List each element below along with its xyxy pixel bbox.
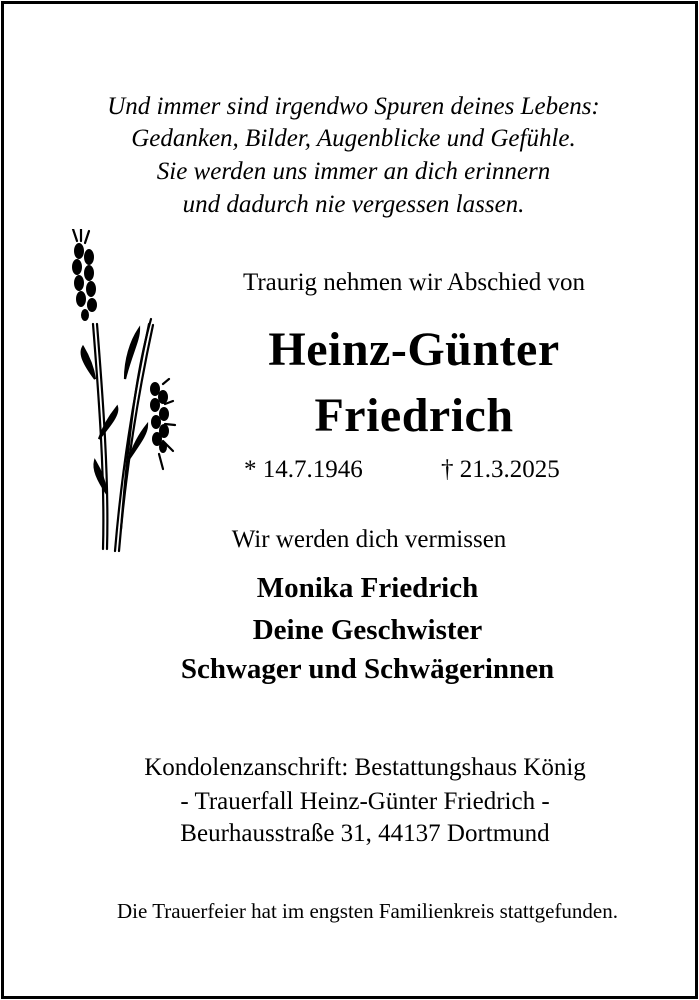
death-date: † 21.3.2025: [441, 456, 560, 483]
condolence-line-1: Kondolenzanschrift: Bestattungshaus König: [144, 754, 586, 781]
notice-frame: [1, 1, 698, 999]
deceased-last-name: Friedrich: [314, 389, 514, 442]
mourner-line-2: Deine Geschwister: [252, 614, 483, 646]
poem-line-3: Sie werden uns immer an dich erinnern: [156, 158, 551, 185]
poem-line-1: Und immer sind irgendwo Spuren deines Lebens:: [107, 93, 600, 120]
footer-note: Die Trauerfeier hat im engsten Familienkreis stattgefunden.: [117, 899, 618, 923]
condolence-line-3: Beurhausstraße 31, 44137 Dortmund: [180, 820, 550, 847]
mourner-line-3: Schwager und Schwägerinnen: [180, 653, 555, 685]
miss-line: Wir werden dich vermissen: [231, 526, 507, 553]
intro-line: Traurig nehmen wir Abschied von: [242, 269, 586, 296]
deceased-first-name: Heinz-Günter: [268, 323, 560, 376]
condolence-line-2: - Trauerfall Heinz-Günter Friedrich -: [180, 788, 550, 815]
mourner-line-1: Monika Friedrich: [256, 572, 479, 604]
poem-line-2: Gedanken, Bilder, Augenblicke und Gefühle.: [131, 125, 576, 152]
poem-line-4: und dadurch nie vergessen lassen.: [182, 191, 525, 218]
birth-date: * 14.7.1946: [244, 456, 363, 483]
